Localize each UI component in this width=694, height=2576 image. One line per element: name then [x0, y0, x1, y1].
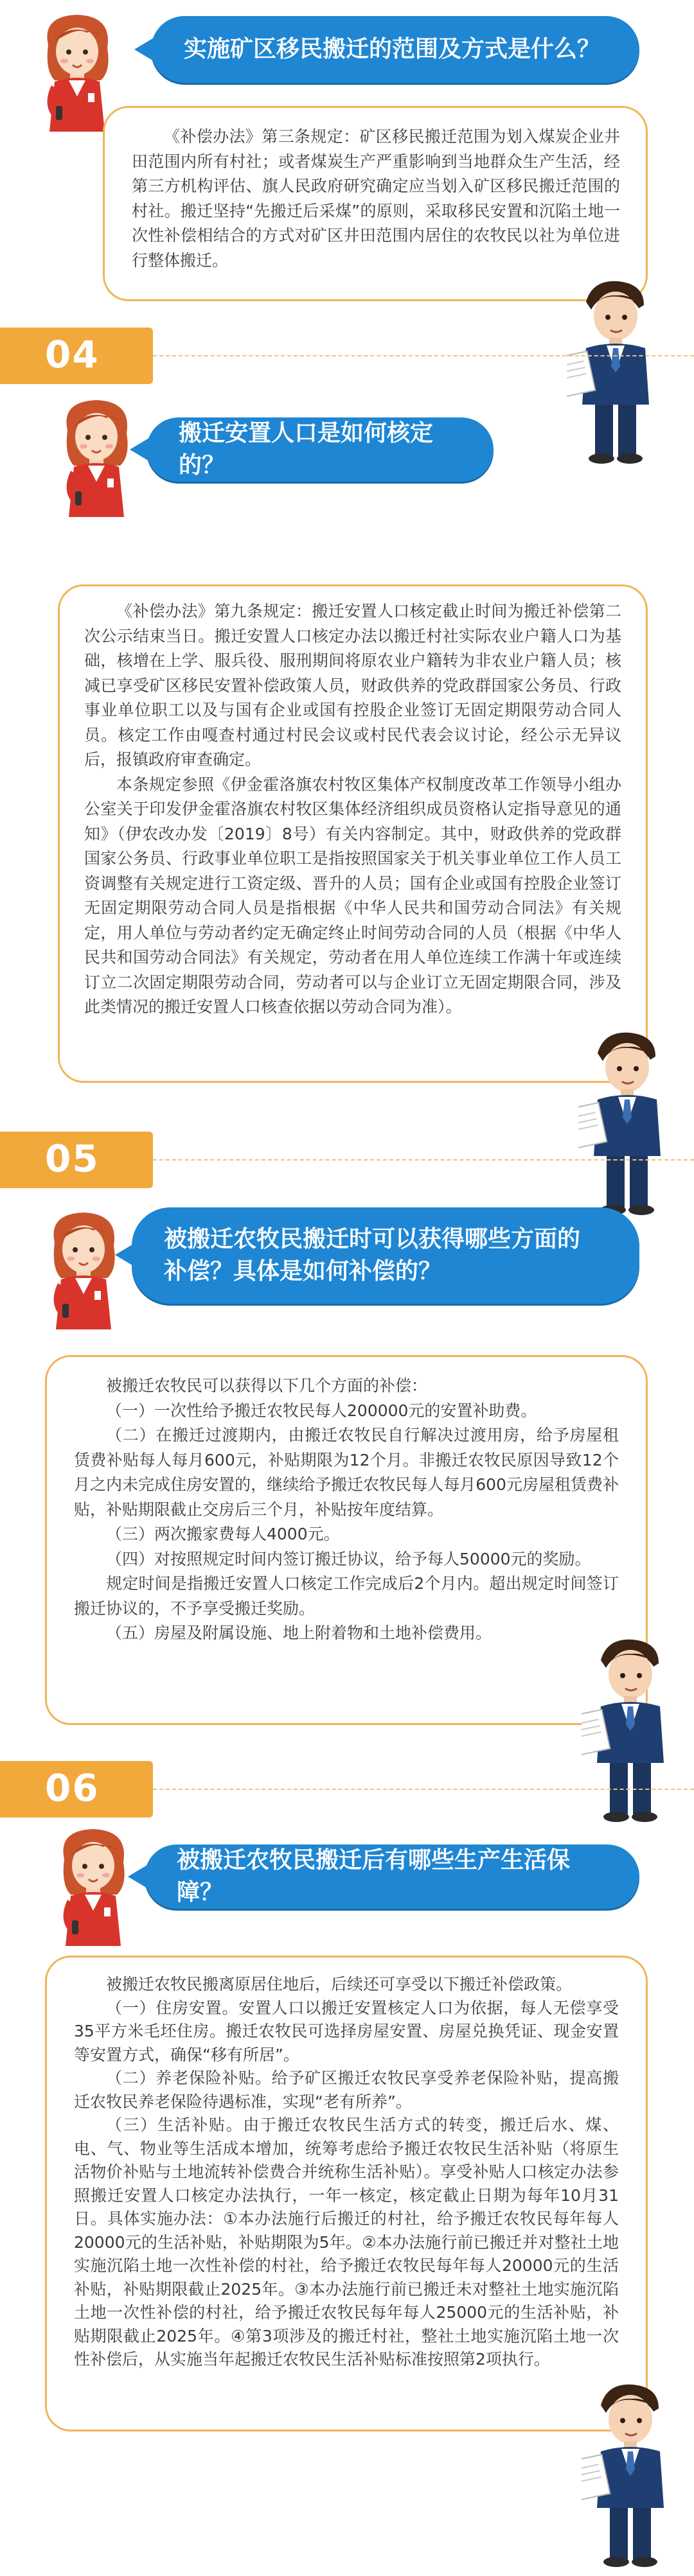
question-line: 被搬迁农牧民搬迁时可以获得哪些方面的	[164, 1226, 581, 1252]
question-text-2: 搬迁安置人口是如何核定的？	[179, 420, 434, 478]
section-number-tab	[0, 1761, 153, 1818]
question-text-4: 被搬迁农牧民搬迁后有哪些生产生活保障？	[177, 1847, 571, 1906]
man-presenter-icon	[582, 1634, 678, 1824]
answer-paragraph: 《补偿办法》第三条规定：矿区移民搬迁范围为划入煤炭企业井田范围内所有村社；或者煤炭生产严重影响到当地群众生产生活，经第三方机构评估、旗人民政府研究确定应当划入矿区移民搬迁范围的村社。搬迁坚持“先搬迁后采煤”的原则，采取移民安置和沉陷土地一次性补偿相结合的方式对矿区井田范围内居住的农牧民以社为单位进行整体搬迁。	[132, 127, 620, 270]
answer-paragraph: （五）房屋及附属设施、地上附着物和土地补偿费用。	[106, 1624, 492, 1642]
question-text-1: 实施矿区移民搬迁的范围及方式是什么？	[183, 36, 600, 62]
answer-text-1	[132, 125, 620, 273]
woman-presenter-icon	[45, 1824, 141, 1946]
question-bubble-4	[145, 1844, 639, 1909]
section-number: 06	[45, 1766, 100, 1810]
divider	[153, 1159, 694, 1161]
section-number: 04	[45, 333, 100, 376]
question-bubble-3	[132, 1207, 639, 1304]
answer-text-4	[74, 1973, 619, 2372]
answer-paragraph: （一）一次性给予搬迁农牧民每人200000元的安置补助费。	[106, 1401, 537, 1420]
answer-paragraph: 《补偿办法》第九条规定：搬迁安置人口核定截止时间为搬迁补偿第二次公示结束当日。搬迁安置人口核定办法以搬迁村社实际农业户籍人口为基础，核增在上学、服兵役、服刑期间将原农业户籍转为非农业户籍人员；核减已享受矿区移民安置补偿政策人员，财政供养的党政群国家公务员、行政事业单位职工以及与国有企业或国有控股企业签订无固定期限劳动合同人员。核定工作由嘎查村通过村民会议或村民代表会议讨论，经公示无异议后，报镇政府审查确定。	[84, 602, 621, 769]
question-bubble-1	[151, 16, 639, 83]
answer-paragraph: （二）在搬迁过渡期内，由搬迁农牧民自行解决过渡用房，给予房屋租赁费补贴每人每月600元，补贴期限为12个月。非搬迁农牧民原因导致12个月之内未完成住房安置的，继续给予搬迁农牧民每人每月600元房屋租赁费补贴，补贴期限截止交房后三个月，补贴按年度结算。	[74, 1426, 619, 1519]
man-presenter-icon	[582, 2379, 678, 2569]
woman-presenter-icon	[35, 1207, 132, 1329]
answer-paragraph: （二）养老保险补贴。给予矿区搬迁农牧民享受养老保险补贴，提高搬迁农牧民养老保险待遇标准，实现“老有所养”。	[74, 2069, 619, 2111]
answer-paragraph: 本条规定参照《伊金霍洛旗农村牧区集体产权制度改革工作领导小组办公室关于印发伊金霍洛旗农村牧区集体经济组织成员资格认定指导意见的通知》（伊农改办发〔2019〕8号）有关内容制定。其中，财政供养的党政群国家公务员、行政事业单位职工是指按照国家关于机关事业单位工作人员工资调整有关规定进行工资定级、晋升的人员；国有企业或国有控股企业签订无固定期限劳动合同人员是指根据《中华人民共和国劳动合同法》有关规定，用人单位与劳动者约定无确定终止时间劳动合同的人员（根据《中华人民共和国劳动合同法》有关规定，劳动者在用人单位连续工作满十年或连续订立二次固定期限劳动合同，劳动者可以与企业订立无固定期限合同，涉及此类情况的搬迁安置人口核查依据以劳动合同为准）。	[84, 775, 621, 1016]
answer-paragraph: 被搬迁农牧民搬离原居住地后，后续还可享受以下搬迁补偿政策。	[106, 1975, 573, 1993]
answer-paragraph: （三）两次搬家费每人4000元。	[106, 1525, 340, 1543]
question-bubble-2	[147, 417, 494, 482]
answer-paragraph: （三）生活补贴。由于搬迁农牧民生活方式的转变，搬迁后水、煤、电、气、物业等生活成本增加，统筹考虑给予搬迁农牧民生活补贴（将原生活物价补贴与土地流转补偿费合并统称生活补贴）。享受补贴人口核定办法参照搬迁安置人口核定办法执行，一年一核定，核定截止日期为每年10月31日。具体实施办法：①本办法施行后搬迁的村社，给予搬迁农牧民每年每人20000元的生活补贴，补贴期限为5年。②本办法施行前已搬迁并对整社土地实施沉陷土地一次性补偿的村社，给予搬迁农牧民每年每人20000元的生活补贴，补贴期限截止2025年。③本办法施行前已搬迁未对整社土地实施沉陷土地一次性补偿的村社，给予搬迁农牧民每年每人25000元的生活补贴，补贴期限截止2025年。④第3项涉及的搬迁村社，整社土地实施沉陷土地一次性补偿后，从实施当年起搬迁农牧民生活补贴标准按照第2项执行。	[74, 2116, 619, 2369]
question-line: 补偿？具体是如何补偿的？	[164, 1258, 442, 1284]
section-number-tab	[0, 1132, 153, 1188]
divider	[153, 355, 694, 356]
answer-box-2	[58, 584, 648, 1083]
answer-paragraph: （四）对按照规定时间内签订搬迁协议，给予每人50000元的奖励。	[106, 1549, 591, 1568]
answer-paragraph: 规定时间是指搬迁安置人口核定工作完成后2个月内。超出规定时间签订搬迁协议的，不予享受搬迁奖励。	[74, 1574, 619, 1618]
question-text-3	[164, 1207, 614, 1304]
answer-paragraph: （一）住房安置。安置人口以搬迁安置核定人口为依据，每人无偿享受35平方米毛坯住房。搬迁农牧民可选择房屋安置、房屋兑换凭证、现金安置等安置方式，确保“移有所居”。	[74, 1998, 619, 2064]
divider	[153, 1789, 694, 1790]
answer-box-4	[45, 1956, 648, 2431]
answer-text-2	[84, 599, 621, 1020]
answer-box-1	[103, 106, 648, 301]
section-number-tab	[0, 328, 153, 384]
section-number: 05	[45, 1137, 100, 1180]
answer-paragraph: 被搬迁农牧民可以获得以下几个方面的补偿：	[106, 1376, 428, 1395]
answer-text-3	[74, 1374, 619, 1646]
answer-box-3	[45, 1355, 648, 1725]
man-presenter-icon	[578, 1028, 675, 1217]
man-presenter-icon	[567, 276, 663, 466]
